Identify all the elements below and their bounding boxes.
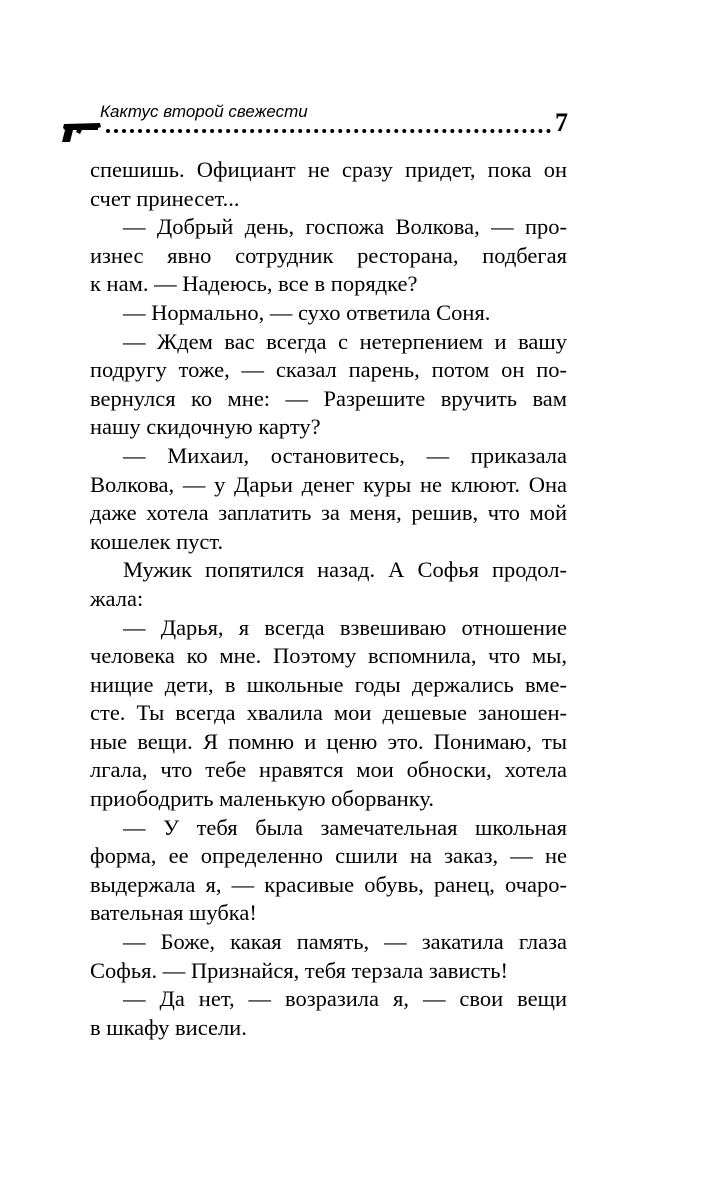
text-line: человека ко мне. Поэтому вспомнила, что мы, bbox=[90, 643, 567, 669]
text-line: подругу тоже, — сказал парень, потом он по- bbox=[90, 357, 567, 383]
text-line: — Михаил, остановитесь, — приказала bbox=[123, 442, 567, 468]
text-line: — У тебя была замечательная школьная bbox=[123, 814, 567, 840]
text-line: лгала, что тебе нравятся мои обноски, хотела bbox=[90, 757, 567, 783]
text-line: ные вещи. Я помню и ценю это. Понимаю, ты bbox=[90, 728, 567, 754]
running-head bbox=[60, 100, 580, 150]
text-line: — Боже, какая память, — закатила глаза bbox=[123, 929, 567, 955]
text-line: — Да нет, — возразила я, — свои вещи bbox=[123, 986, 567, 1012]
text-line: даже хотела заплатить за меня, решив, что мой bbox=[90, 500, 567, 526]
text-line: Софья. — Признайся, тебя терзала зависть! bbox=[90, 957, 508, 983]
text-line: спешишь. Официант не сразу придет, пока он bbox=[90, 157, 567, 182]
body-text bbox=[90, 156, 567, 1042]
text-line: вернулся ко мне: — Разрешите вручить вам bbox=[90, 385, 567, 411]
text-line: сте. Ты всегда хвалила мои дешевые заношен- bbox=[90, 700, 567, 726]
book-title: Кактус второй свежести bbox=[100, 102, 308, 121]
text-line: кошелек пуст. bbox=[90, 528, 224, 554]
text-line: к нам. — Надеюсь, все в порядке? bbox=[90, 271, 418, 297]
text-line: Волкова, — у Дарьи денег куры не клюют. Она bbox=[90, 471, 567, 497]
text-line: — Дарья, я всегда взвешиваю отношение bbox=[123, 614, 567, 640]
text-line: нашу скидочную карту? bbox=[90, 414, 321, 440]
text-line: вательная шубка! bbox=[90, 900, 257, 926]
pistol-icon bbox=[60, 118, 102, 144]
text-line: в шкафу висели. bbox=[90, 1014, 247, 1040]
text-line: жала: bbox=[90, 585, 144, 611]
dotted-leader bbox=[106, 129, 551, 133]
text-line: — Нормально, — сухо ответила Соня. bbox=[123, 299, 491, 325]
text-line: приободрить маленькую оборванку. bbox=[90, 786, 434, 812]
text-line: — Добрый день, госпожа Волкова, — про- bbox=[123, 214, 567, 240]
text-line: — Ждем вас всегда с нетерпением и вашу bbox=[123, 328, 567, 354]
text-line: нищие дети, в школьные годы держались вме- bbox=[90, 671, 567, 697]
text-line: Мужик попятился назад. А Софья продол- bbox=[123, 557, 567, 583]
text-line: выдержала я, — красивые обувь, ранец, очаро- bbox=[90, 871, 567, 897]
text-line: изнес явно сотрудник ресторана, подбегая bbox=[90, 242, 567, 268]
text-line: форма, ее определенно сшили на заказ, — не bbox=[90, 843, 567, 869]
page-number: 7 bbox=[555, 108, 568, 137]
text-line: счет принесет... bbox=[90, 185, 240, 211]
